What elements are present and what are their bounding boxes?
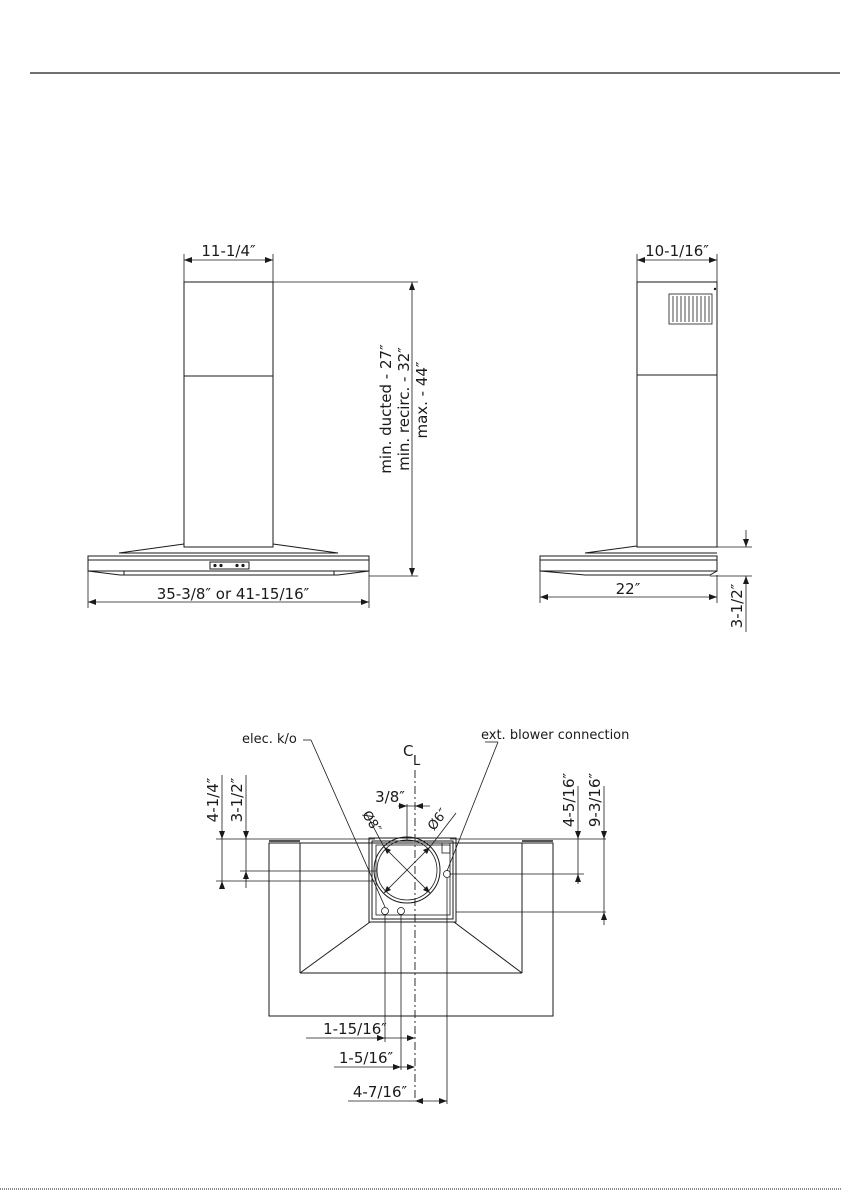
side-top-width-label: 10-1/16″ <box>645 242 709 260</box>
dim-4-5-16-label: 4-5/16″ <box>560 772 578 828</box>
elec-knockout-label: elec. k/o <box>242 732 297 747</box>
elec-knockout <box>382 908 389 915</box>
top-view <box>204 728 629 1104</box>
dim-4-7-16-label: 4-7/16″ <box>352 1083 408 1101</box>
front-height-recirc-label: min. recirc. - 32″ <box>395 347 413 471</box>
dim-1-5-16-label: 1-5/16″ <box>338 1049 394 1067</box>
side-view <box>540 242 752 632</box>
front-top-width-label: 11-1/4″ <box>201 242 256 260</box>
offset-3-8-label: 3/8″ <box>375 788 405 806</box>
side-depth-label: 22″ <box>615 580 641 598</box>
centerline-l: L <box>413 754 421 769</box>
blower-knockout <box>444 871 451 878</box>
dim-9-3-16-label: 9-3/16″ <box>586 772 604 828</box>
diameter-8-label: Ø8″ <box>358 808 384 837</box>
diameter-6-label: Ø6″ <box>425 806 452 834</box>
blower-connection-label: ext. blower connection <box>481 728 630 743</box>
front-width-label: 35-3/8″ or 41-15/16″ <box>156 585 310 603</box>
vent-louvers <box>669 288 716 324</box>
dim-3-1-2-label: 3-1/2″ <box>228 777 246 823</box>
dim-1-15-16-label: 1-15/16″ <box>323 1020 387 1038</box>
side-canopy-height-label: 3-1/2″ <box>728 583 746 629</box>
front-height-max-label: max. - 44″ <box>413 361 431 439</box>
dim-4-1-4-label: 4-1/4″ <box>204 777 222 823</box>
centerline-c: C <box>403 742 414 760</box>
front-height-ducted-label: min. ducted - 27″ <box>377 344 395 474</box>
front-view <box>88 242 431 608</box>
